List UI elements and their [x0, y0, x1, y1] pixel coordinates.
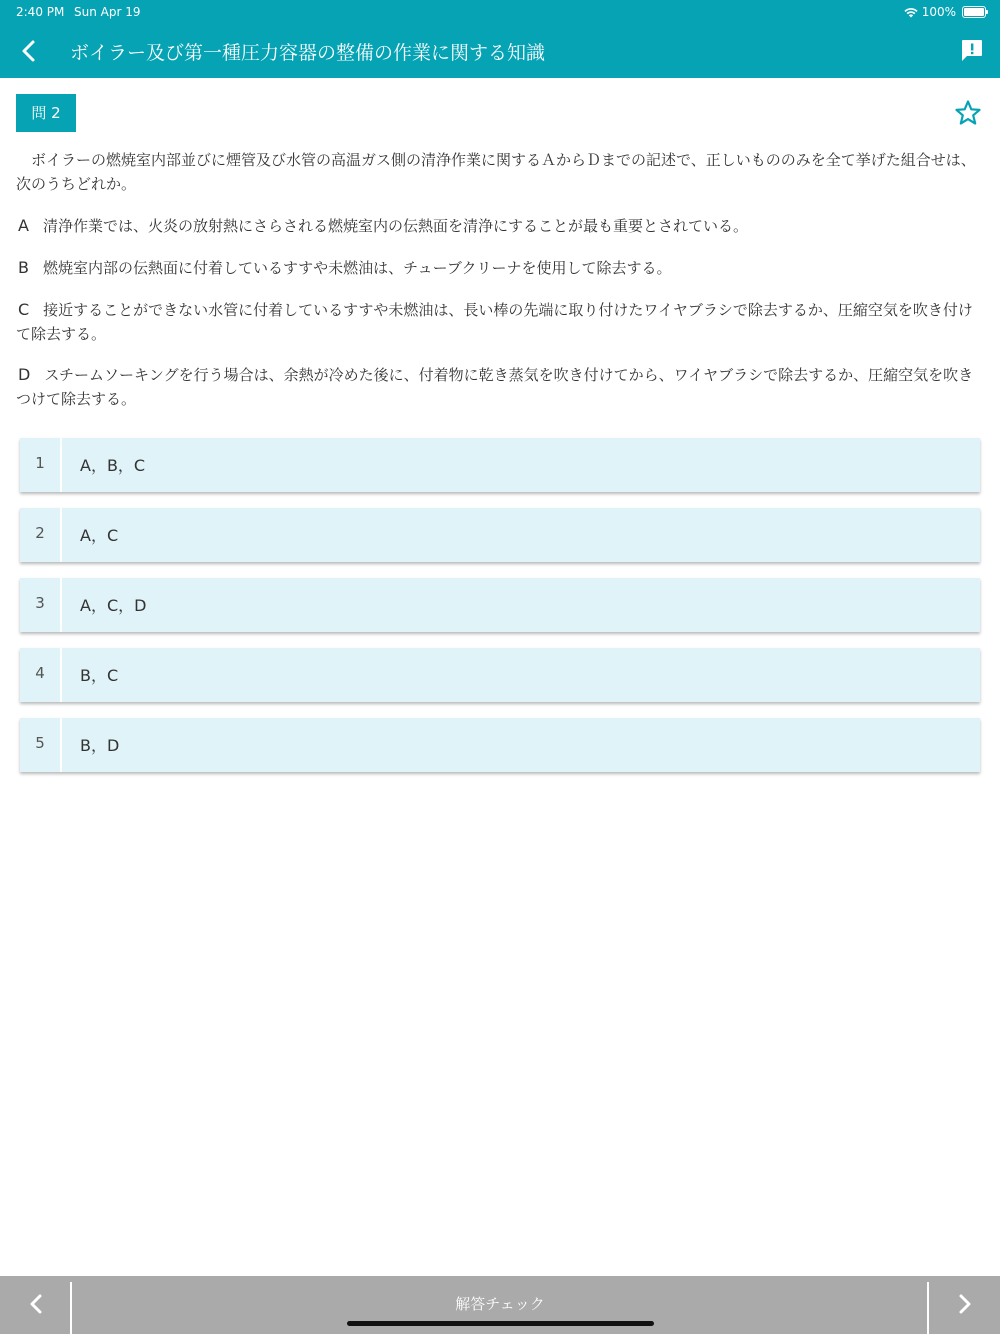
bookmark-button[interactable] [954, 99, 982, 127]
toolbar-divider [70, 1282, 72, 1334]
option-text: A，C，D [80, 596, 147, 615]
answer-option-1[interactable] [20, 438, 980, 492]
status-indicators [904, 5, 986, 19]
option-text: B，D [80, 736, 120, 755]
option-text: B，C [80, 666, 119, 685]
prev-chevron-icon [0, 1276, 70, 1334]
statement-letter: C [18, 300, 30, 319]
option-number: 3 [35, 594, 45, 612]
option-divider [60, 578, 62, 632]
statement-text: スチームソーキングを行う場合は、余熱が冷めた後に、付着物に乾き蒸気を吹き付けてから、ワイヤブラシで除去するか、圧縮空気を吹きつけて除去する。 [16, 366, 974, 408]
option-number: 1 [35, 454, 45, 472]
statement-letter: D [18, 365, 31, 384]
wifi-icon [904, 7, 918, 18]
statement-text: 清浄作業では、火炎の放射熱にさらされる燃焼室内の伝熱面を清浄にすることが最も重要とされている。 [42, 217, 748, 235]
statement-letter: B [18, 258, 29, 277]
answer-option-4[interactable] [20, 648, 980, 702]
battery-icon [962, 6, 986, 18]
statement-d [16, 363, 984, 411]
back-button[interactable] [14, 34, 44, 68]
battery-percent: 100% [921, 5, 956, 19]
statement-a [16, 214, 984, 238]
statement-text: 接近することができない水管に付着しているすすや未燃油は、長い棒の先端に取り付けたワイヤブラシで除去するか、圧縮空気を吹き付けて除去する。 [16, 301, 973, 343]
back-chevron-icon [14, 34, 44, 68]
option-text: A，B，C [80, 456, 146, 475]
next-chevron-icon [930, 1276, 1000, 1334]
star-outline-icon [954, 99, 982, 127]
next-question-button[interactable] [930, 1276, 1000, 1334]
question-text: ボイラーの燃焼室内部並びに煙管及び水管の高温ガス側の清浄作業に関するＡからＤまでの記述で、正しいもののみを全て挙げた組合せは、次のうちどれか。 [16, 151, 976, 193]
statement-c [16, 298, 984, 346]
home-indicator[interactable] [347, 1321, 654, 1326]
statement-text: 燃焼室内部の伝熱面に付着しているすすや未燃油は、チューブクリーナを使用して除去する。 [42, 259, 672, 277]
status-bar [0, 0, 1000, 24]
report-icon [960, 38, 984, 64]
status-date: Sun Apr 19 [74, 5, 141, 19]
option-number: 4 [35, 664, 45, 682]
option-divider [60, 508, 62, 562]
question-number-badge: 問 2 [16, 94, 76, 132]
answer-option-2[interactable] [20, 508, 980, 562]
app-header [0, 0, 1000, 78]
check-answer-button[interactable]: 解答チェック [455, 1295, 545, 1313]
status-time: 2:40 PM [16, 5, 65, 19]
option-number: 5 [35, 734, 45, 752]
report-button[interactable] [960, 38, 984, 64]
option-divider [60, 438, 62, 492]
option-number: 2 [35, 524, 45, 542]
option-text: A，C [80, 526, 119, 545]
prev-question-button[interactable] [0, 1276, 70, 1334]
statement-b [16, 256, 984, 280]
statement-letter: A [18, 216, 29, 235]
option-divider [60, 718, 62, 772]
toolbar-divider [927, 1282, 929, 1334]
page-title: ボイラー及び第一種圧力容器の整備の作業に関する知識 [70, 42, 546, 64]
answer-option-5[interactable] [20, 718, 980, 772]
option-divider [60, 648, 62, 702]
answer-option-3[interactable] [20, 578, 980, 632]
